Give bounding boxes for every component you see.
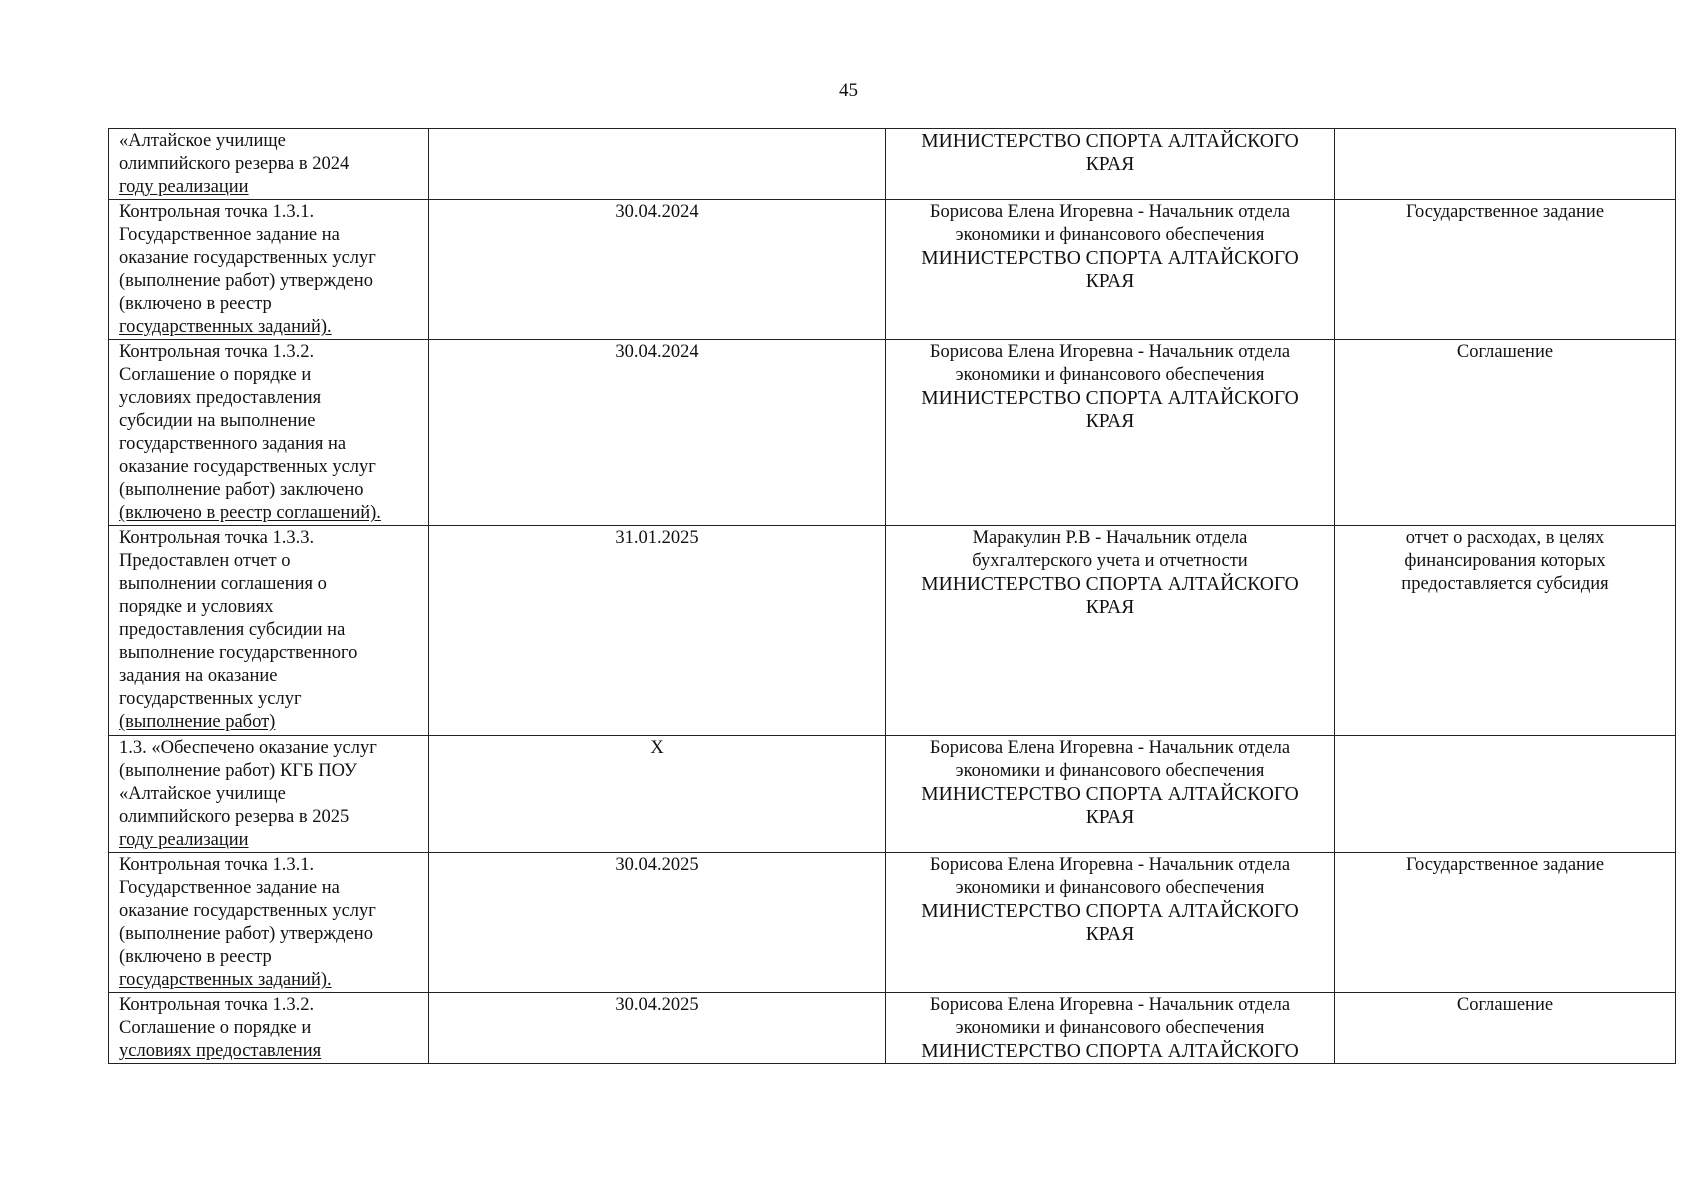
event-name-line: государственных заданий). [119,317,332,337]
document-type-line: Соглашение [1456,995,1554,1015]
date-value: 30.04.2025 [615,995,699,1015]
event-name-line: году реализации [119,830,249,850]
event-name-line: Контрольная точка 1.3.1. [119,855,315,875]
document-type-line: финансирования которых [1404,551,1606,571]
cell-date [429,993,886,1064]
event-name-line: государственного задания на [119,434,347,454]
cell-responsible [886,200,1335,340]
event-name-line: условиях предоставления [119,388,322,408]
responsible-organization: МИНИСТЕРСТВО СПОРТА АЛТАЙСКОГО [921,574,1299,595]
event-name-line: оказание государственных услуг [119,457,376,477]
event-name-line: (включено в реестр соглашений). [119,503,381,523]
table-row [109,200,1676,340]
event-name-line: условиях предоставления [119,1041,322,1061]
cell-responsible [886,853,1335,993]
page-number: 45 [839,80,858,101]
cell-responsible [886,129,1335,200]
event-name-line: государственных заданий). [119,970,332,990]
cell-event-name [109,736,429,853]
table-row [109,129,1676,200]
responsible-organization: МИНИСТЕРСТВО СПОРТА АЛТАЙСКОГО [921,1041,1299,1062]
responsible-organization: МИНИСТЕРСТВО СПОРТА АЛТАЙСКОГО [921,901,1299,922]
cell-event-name [109,993,429,1064]
event-name-line: предоставления субсидии на [119,620,346,640]
responsible-person: Маракулин Р.В - Начальник отдела [972,528,1248,548]
document-type-line: Государственное задание [1405,202,1605,222]
cell-date [429,340,886,526]
event-name-line: Государственное задание на [119,878,340,898]
responsible-person: Борисова Елена Игоревна - Начальник отдела [929,995,1291,1015]
date-value: 30.04.2025 [615,855,699,875]
cell-responsible [886,993,1335,1064]
responsible-department: бухгалтерского учета и отчетности [972,551,1248,571]
document-type-line: Соглашение [1456,342,1554,362]
cell-document [1335,736,1676,853]
event-name-line: Предоставлен отчет о [119,551,291,571]
event-name-line: (выполнение работ) утверждено [119,924,373,944]
event-name-line: году реализации [119,177,249,197]
event-name-line: (выполнение работ) [119,712,276,732]
document-type-line: предоставляется субсидия [1401,574,1609,594]
event-name-line: Соглашение о порядке и [119,365,312,385]
table-row [109,736,1676,853]
table-row [109,853,1676,993]
cell-event-name [109,129,429,200]
responsible-person: Борисова Елена Игоревна - Начальник отдела [929,855,1291,875]
responsible-organization: КРАЯ [1085,411,1135,432]
event-name-line: (включено в реестр [119,294,272,314]
cell-event-name [109,200,429,340]
cell-document [1335,340,1676,526]
cell-document [1335,853,1676,993]
responsible-organization: КРАЯ [1085,807,1135,828]
event-name-line: (выполнение работ) КГБ ПОУ [119,761,358,781]
responsible-department: экономики и финансового обеспечения [955,225,1265,245]
cell-responsible [886,736,1335,853]
event-name-line: оказание государственных услуг [119,901,376,921]
responsible-organization: МИНИСТЕРСТВО СПОРТА АЛТАЙСКОГО [921,388,1299,409]
responsible-organization: МИНИСТЕРСТВО СПОРТА АЛТАЙСКОГО [921,248,1299,269]
event-name-line: порядке и условиях [119,597,274,617]
control-points-table [108,128,1676,1064]
cell-date [429,853,886,993]
event-name-line: «Алтайское училище [119,784,286,804]
date-value: 31.01.2025 [615,528,699,548]
table-row [109,993,1676,1064]
event-name-line: олимпийского резерва в 2025 [119,807,350,827]
event-name-line: Соглашение о порядке и [119,1018,312,1038]
cell-date [429,736,886,853]
event-name-line: (выполнение работ) утверждено [119,271,373,291]
responsible-department: экономики и финансового обеспечения [955,365,1265,385]
date-value: X [650,738,664,758]
cell-event-name [109,526,429,736]
responsible-person: Борисова Елена Игоревна - Начальник отдела [929,342,1291,362]
cell-date [429,129,886,200]
event-name-line: (выполнение работ) заключено [119,480,364,500]
document-type-line: Государственное задание [1405,855,1605,875]
event-name-line: Контрольная точка 1.3.2. [119,342,315,362]
cell-document [1335,129,1676,200]
responsible-department: экономики и финансового обеспечения [955,1018,1265,1038]
responsible-organization: КРАЯ [1085,154,1135,175]
responsible-department: экономики и финансового обеспечения [955,878,1265,898]
event-name-line: Государственное задание на [119,225,340,245]
event-name-line: 1.3. «Обеспечено оказание услуг [119,738,377,758]
cell-event-name [109,853,429,993]
table-row [109,340,1676,526]
cell-event-name [109,340,429,526]
responsible-organization: МИНИСТЕРСТВО СПОРТА АЛТАЙСКОГО [921,784,1299,805]
cell-document [1335,526,1676,736]
cell-date [429,526,886,736]
event-name-line: выполнение государственного [119,643,358,663]
event-name-line: выполнении соглашения о [119,574,327,594]
event-name-line: оказание государственных услуг [119,248,376,268]
table-row [109,526,1676,736]
responsible-department: экономики и финансового обеспечения [955,761,1265,781]
event-name-line: Контрольная точка 1.3.1. [119,202,315,222]
table-body [109,129,1676,1064]
cell-document [1335,200,1676,340]
responsible-person: Борисова Елена Игоревна - Начальник отдела [929,202,1291,222]
date-value: 30.04.2024 [615,202,699,222]
event-name-line: задания на оказание [119,666,278,686]
cell-responsible [886,340,1335,526]
event-name-line: «Алтайское училище [119,131,286,151]
responsible-organization: КРАЯ [1085,597,1135,618]
event-name-line: Контрольная точка 1.3.3. [119,528,315,548]
event-name-line: Контрольная точка 1.3.2. [119,995,315,1015]
date-value: 30.04.2024 [615,342,699,362]
event-name-line: субсидии на выполнение [119,411,316,431]
responsible-organization: КРАЯ [1085,924,1135,945]
event-name-line: государственных услуг [119,689,302,709]
event-name-line: (включено в реестр [119,947,272,967]
cell-responsible [886,526,1335,736]
cell-date [429,200,886,340]
responsible-organization: КРАЯ [1085,271,1135,292]
responsible-person: Борисова Елена Игоревна - Начальник отдела [929,738,1291,758]
responsible-organization: МИНИСТЕРСТВО СПОРТА АЛТАЙСКОГО [921,131,1299,152]
document-type-line: отчет о расходах, в целях [1405,528,1605,548]
cell-document [1335,993,1676,1064]
event-name-line: олимпийского резерва в 2024 [119,154,350,174]
